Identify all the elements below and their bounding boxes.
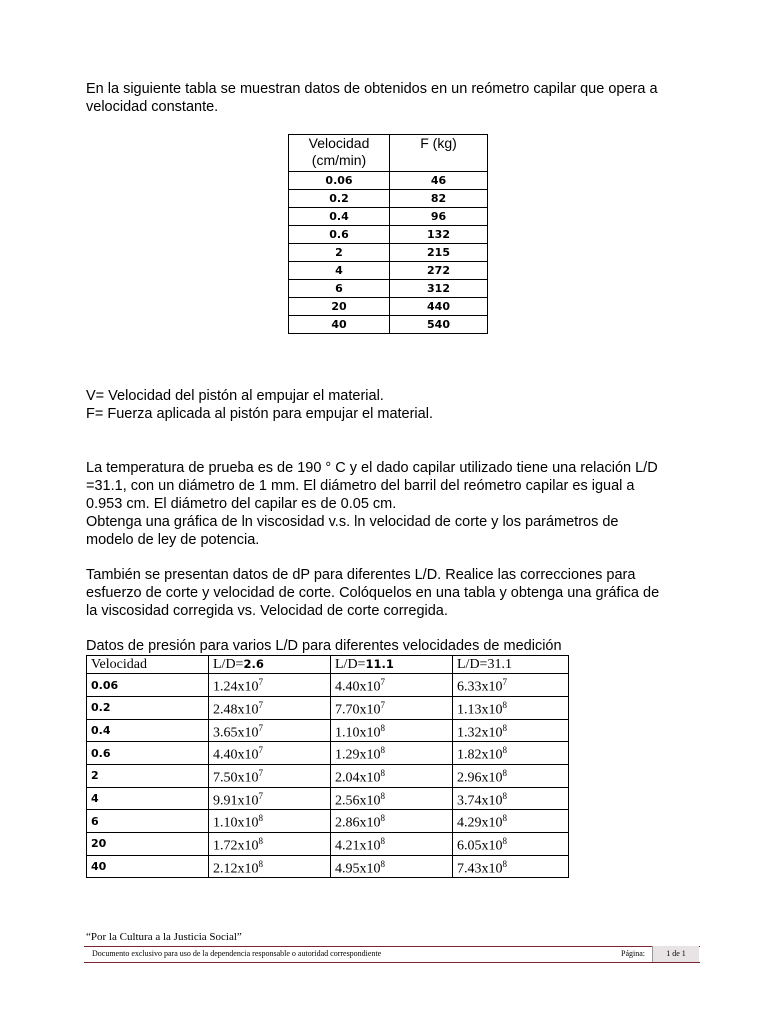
pressure-cell (331, 810, 453, 833)
cell-mantissa: 2.04x10 (335, 770, 381, 786)
table-row (87, 787, 569, 810)
table-row (289, 262, 488, 280)
pressure-cell (453, 787, 569, 810)
cell-exponent: 8 (380, 790, 385, 801)
ld-value: 11.1 (365, 657, 394, 672)
velocity-cell (87, 696, 209, 719)
table-row (87, 810, 569, 833)
cell-mantissa: 2.12x10 (213, 861, 259, 877)
pressure-cell (331, 855, 453, 878)
cell-exponent: 8 (258, 835, 263, 846)
velocity-force-table (288, 134, 488, 334)
cell-mantissa: 0.06 (91, 678, 119, 692)
footer-bottom-rule (84, 962, 700, 963)
ld-prefix: L/D= (335, 657, 366, 673)
conditions-line: 0.953 cm. El diámetro del capilar es de 0.05 cm. (86, 496, 397, 512)
pressure-cell (209, 674, 331, 697)
cell-exponent: 7 (258, 722, 263, 733)
table-row (289, 316, 488, 334)
cell-mantissa: 1.24x10 (213, 679, 259, 695)
conditions-line: Obtenga una gráfica de ln viscosidad v.s. ln velocidad de corte y los parámetros de (86, 514, 619, 530)
cell-mantissa: 2.86x10 (335, 815, 381, 831)
table-row (87, 696, 569, 719)
cell-mantissa: 1.32x10 (457, 725, 503, 741)
cell-mantissa: 1.10x10 (335, 725, 381, 741)
pressure-cell (209, 764, 331, 787)
table2-caption: Datos de presión para varios L/D para diferentes velocidades de medición (86, 638, 562, 654)
velocity-cell (87, 764, 209, 787)
cell-exponent: 8 (258, 858, 263, 869)
corrections-line: la viscosidad corregida vs. Velocidad de corte corregida. (86, 603, 448, 619)
ld-31-1-column-header: L/D=31.1 (453, 656, 569, 674)
cell-mantissa: 4.21x10 (335, 838, 381, 854)
corrections-line: También se presentan datos de dP para diferentes L/D. Realice las correcciones para (86, 567, 636, 583)
ld-value: 2.6 (243, 657, 264, 672)
pressure-cell (209, 855, 331, 878)
force-cell: 82 (390, 190, 488, 208)
cell-mantissa: 7.43x10 (457, 861, 503, 877)
cell-exponent: 8 (380, 767, 385, 778)
definition-f: F= Fuerza aplicada al pistón para empujar el material. (86, 406, 433, 422)
pressure-cell (453, 810, 569, 833)
cell-exponent: 7 (380, 699, 385, 710)
cell-mantissa: 4 (91, 791, 99, 805)
definition-v: V= Velocidad del pistón al empujar el material. (86, 388, 384, 404)
intro-line: En la siguiente tabla se muestran datos de obtenidos en un reómetro capilar que opera a (86, 81, 658, 97)
pressure-cell (331, 742, 453, 765)
cell-mantissa: 6.33x10 (457, 679, 503, 695)
pressure-cell (331, 787, 453, 810)
definitions-paragraph (86, 387, 686, 423)
cell-exponent: 7 (258, 677, 263, 688)
cell-exponent: 8 (502, 722, 507, 733)
footer-top-rule (84, 946, 700, 947)
cell-mantissa: 1.82x10 (457, 747, 503, 763)
velocity-cell: 4 (289, 262, 390, 280)
cell-mantissa: 2.56x10 (335, 793, 381, 809)
pressure-cell (453, 742, 569, 765)
force-cell: 540 (390, 316, 488, 334)
cell-mantissa: 4.29x10 (457, 815, 503, 831)
table-header-row (87, 656, 569, 674)
cell-mantissa: 2.96x10 (457, 770, 503, 786)
table-row (87, 832, 569, 855)
velocity-cell: 20 (289, 298, 390, 316)
table-row (87, 742, 569, 765)
pressure-cell (453, 764, 569, 787)
pressure-cell (209, 787, 331, 810)
cell-mantissa: 2.48x10 (213, 702, 259, 718)
velocity-header-line: Velocidad (308, 135, 370, 151)
cell-exponent: 8 (502, 835, 507, 846)
cell-exponent: 8 (502, 858, 507, 869)
cell-exponent: 7 (258, 767, 263, 778)
table-row (289, 298, 488, 316)
cell-exponent: 8 (380, 858, 385, 869)
table-row (87, 855, 569, 878)
cell-mantissa: 0.4 (91, 723, 111, 737)
pressure-cell (453, 674, 569, 697)
pressure-cell (209, 696, 331, 719)
ld-11-1-column-header (331, 656, 453, 674)
cell-mantissa: 1.10x10 (213, 815, 259, 831)
cell-mantissa: 3.74x10 (457, 793, 503, 809)
conditions-paragraph (86, 459, 696, 549)
pressure-cell (209, 810, 331, 833)
velocity-column-header (289, 135, 390, 172)
cell-mantissa: 1.29x10 (335, 747, 381, 763)
cell-exponent: 8 (258, 813, 263, 824)
cell-exponent: 8 (502, 745, 507, 756)
table-row (87, 719, 569, 742)
intro-line: velocidad constante. (86, 99, 219, 115)
table-row (289, 244, 488, 262)
velocity-cell (87, 719, 209, 742)
velocity-column-header: Velocidad (87, 656, 209, 674)
force-cell: 215 (390, 244, 488, 262)
pressure-cell (331, 832, 453, 855)
cell-exponent: 8 (380, 722, 385, 733)
pressure-cell (331, 764, 453, 787)
cell-exponent: 8 (380, 745, 385, 756)
cell-mantissa: 7.70x10 (335, 702, 381, 718)
cell-mantissa: 1.13x10 (457, 702, 503, 718)
velocity-cell: 6 (289, 280, 390, 298)
velocity-cell: 40 (289, 316, 390, 334)
footer-page-label: Página: (621, 949, 645, 958)
cell-exponent: 7 (502, 677, 507, 688)
intro-paragraph (86, 80, 686, 116)
cell-mantissa: 6 (91, 814, 99, 828)
velocity-cell: 0.06 (289, 172, 390, 190)
conditions-line: La temperatura de prueba es de 190 ° C y el dado capilar utilizado tiene una relación L/D (86, 460, 658, 476)
pressure-data-table (86, 655, 569, 878)
table-row (87, 764, 569, 787)
cell-mantissa: 2 (91, 769, 99, 783)
footer-motto: “Por la Cultura a la Justicia Social” (86, 931, 242, 943)
cell-exponent: 8 (502, 767, 507, 778)
cell-mantissa: 9.91x10 (213, 793, 259, 809)
corrections-paragraph (86, 566, 696, 620)
cell-mantissa: 20 (91, 837, 107, 851)
cell-mantissa: 40 (91, 859, 107, 873)
cell-exponent: 8 (502, 813, 507, 824)
pressure-cell (209, 832, 331, 855)
velocity-cell (87, 855, 209, 878)
force-cell: 312 (390, 280, 488, 298)
ld-2-6-column-header (209, 656, 331, 674)
cell-exponent: 7 (380, 677, 385, 688)
cell-mantissa: 6.05x10 (457, 838, 503, 854)
conditions-line: modelo de ley de potencia. (86, 532, 260, 548)
cell-exponent: 7 (258, 745, 263, 756)
velocity-header-unit: (cm/min) (311, 152, 367, 168)
table-row (289, 208, 488, 226)
corrections-line: esfuerzo de corte y velocidad de corte. Colóquelos en una tabla y obtenga una gráfica de (86, 585, 660, 601)
force-cell: 132 (390, 226, 488, 244)
cell-mantissa: 0.6 (91, 746, 111, 760)
velocity-cell (87, 742, 209, 765)
force-cell: 96 (390, 208, 488, 226)
cell-mantissa: 0.2 (91, 701, 111, 715)
velocity-cell (87, 832, 209, 855)
table-row (289, 172, 488, 190)
pressure-cell (453, 696, 569, 719)
pressure-cell (453, 832, 569, 855)
pressure-cell (453, 719, 569, 742)
pressure-cell (331, 719, 453, 742)
cell-mantissa: 4.40x10 (213, 747, 259, 763)
cell-mantissa: 7.50x10 (213, 770, 259, 786)
ld-prefix: L/D= (213, 657, 244, 673)
cell-exponent: 8 (502, 699, 507, 710)
pressure-cell (209, 719, 331, 742)
cell-mantissa: 1.72x10 (213, 838, 259, 854)
velocity-cell (87, 810, 209, 833)
force-column-header: F (kg) (390, 135, 488, 172)
cell-exponent: 7 (258, 699, 263, 710)
pressure-cell (453, 855, 569, 878)
table-header-row (289, 135, 488, 172)
conditions-line: =31.1, con un diámetro de 1 mm. El diámetro del barril del reómetro capilar es igual a (86, 478, 635, 494)
cell-exponent: 8 (502, 790, 507, 801)
cell-mantissa: 4.40x10 (335, 679, 381, 695)
table-row (289, 280, 488, 298)
velocity-cell (87, 787, 209, 810)
cell-exponent: 7 (258, 790, 263, 801)
pressure-cell (209, 742, 331, 765)
pressure-cell (331, 696, 453, 719)
velocity-cell: 0.2 (289, 190, 390, 208)
table-row (87, 674, 569, 697)
velocity-cell (87, 674, 209, 697)
velocity-cell: 2 (289, 244, 390, 262)
force-cell: 440 (390, 298, 488, 316)
force-cell: 272 (390, 262, 488, 280)
velocity-cell: 0.6 (289, 226, 390, 244)
footer-document-note: Documento exclusivo para uso de la dependencia responsable o autoridad correspondiente (92, 949, 382, 958)
table-row (289, 226, 488, 244)
table-row (289, 190, 488, 208)
footer-page-number: 1 de 1 (652, 946, 699, 962)
velocity-cell: 0.4 (289, 208, 390, 226)
pressure-cell (331, 674, 453, 697)
cell-exponent: 8 (380, 835, 385, 846)
cell-mantissa: 4.95x10 (335, 861, 381, 877)
cell-mantissa: 3.65x10 (213, 725, 259, 741)
force-cell: 46 (390, 172, 488, 190)
cell-exponent: 8 (380, 813, 385, 824)
